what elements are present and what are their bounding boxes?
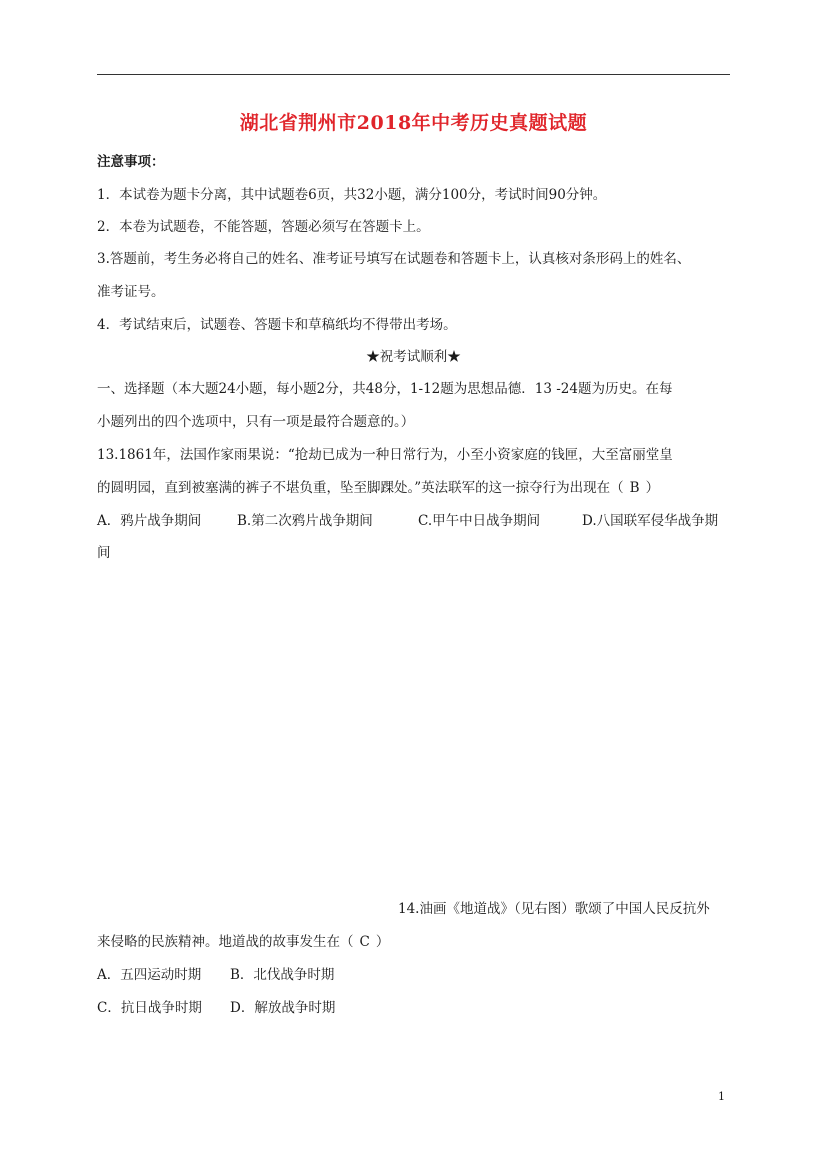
question-13-option-d-cont: 间	[97, 545, 111, 561]
question-14-stem-suffix: ）	[375, 934, 390, 950]
page-title: 湖北省荆州市2018年中考历史真题试题	[239, 112, 588, 134]
notice-item-3-cont: 准考证号。	[97, 284, 165, 300]
blessing-text: ★祝考试顺利★	[366, 349, 461, 365]
section-heading: 一、选择题（本大题24小题，每小题2分，共48分，1-12题为思想品德．13 -24题为历史。在每	[97, 381, 673, 397]
question-14-option-c: C．抗日战争时期	[97, 1000, 202, 1016]
notice-item-2: 2．本卷为试题卷，不能答题，答题必须写在答题卡上。	[97, 219, 430, 235]
section-heading-cont: 小题列出的四个选项中，只有一项是最符合题意的。）	[97, 414, 415, 430]
question-14-stem-cont	[97, 930, 389, 950]
question-14-stem-prefix: 来侵略的民族精神。地道战的故事发生在（	[97, 934, 354, 950]
question-14-answer: C	[359, 934, 370, 950]
question-13-stem-suffix: ）	[645, 480, 660, 496]
question-13-stem-cont	[97, 476, 659, 496]
question-14-stem: 14.油画《地道战》（见右图）歌颂了中国人民反抗外	[398, 901, 710, 917]
page-number: 1	[718, 1090, 725, 1103]
question-13-answer: B	[629, 480, 640, 496]
notice-item-3: 3.答题前，考生务必将自己的姓名、准考证号填写在试题卷和答题卡上，认真核对条形码上的姓名、	[97, 251, 691, 267]
question-13-stem-prefix: 的圆明园，直到被塞满的裤子不堪负重，坠至脚踝处。”英法联军的这一掠夺行为出现在（	[97, 480, 624, 496]
header-rule	[97, 74, 730, 75]
question-14-options-row-1	[97, 963, 334, 983]
question-13-stem: 13.1861年，法国作家雨果说：“抢劫已成为一种日常行为，小至小资家庭的钱匣，大至富丽堂皇	[97, 447, 673, 463]
question-13-option-c: C.甲午中日战争期间	[418, 513, 541, 529]
question-14-option-b: B．北伐战争时期	[230, 967, 335, 983]
question-14-option-d: D．解放战争时期	[230, 1000, 336, 1016]
question-13-option-b: B.第二次鸦片战争期间	[237, 513, 373, 529]
question-14-options-row-2	[97, 996, 335, 1016]
notice-heading: 注意事项：	[97, 154, 165, 170]
question-13-options	[97, 509, 718, 529]
question-13-option-a: A．鸦片战争期间	[97, 513, 202, 529]
notice-item-4: 4．考试结束后，试题卷、答题卡和草稿纸均不得带出考场。	[97, 317, 457, 333]
question-13-option-d: D.八国联军侵华战争期	[582, 513, 719, 529]
notice-item-1: 1．本试卷为题卡分离，其中试题卷6页，共32小题，满分100分，考试时间90分钟。	[97, 187, 607, 203]
question-14-option-a: A．五四运动时期	[97, 967, 202, 983]
